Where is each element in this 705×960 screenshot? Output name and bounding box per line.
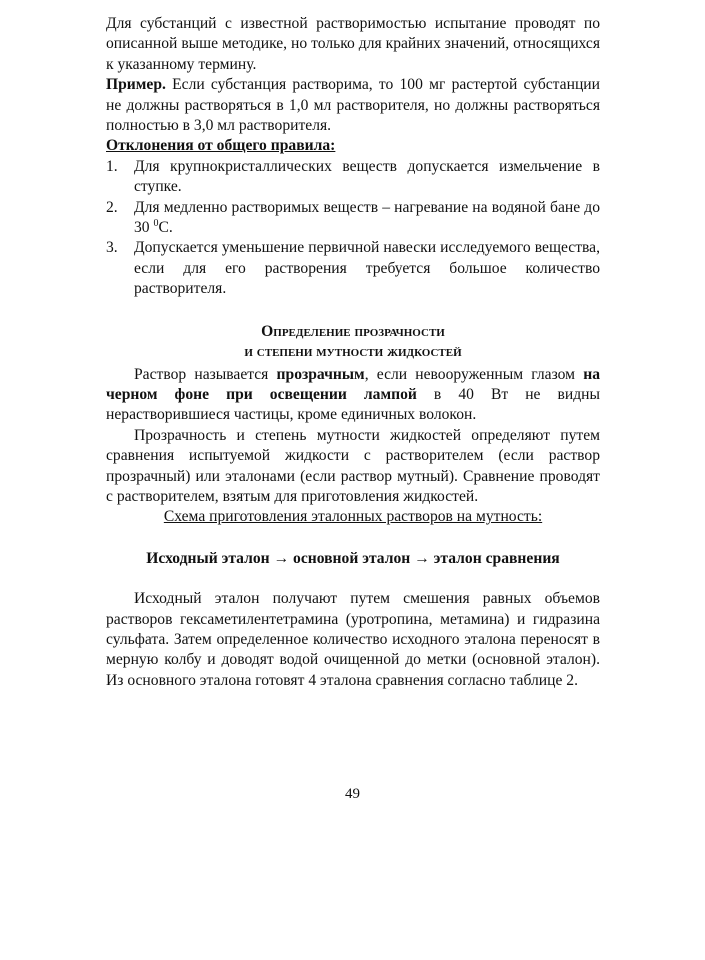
text-run: , если невооруженным глазом (364, 365, 584, 383)
intro-paragraph: Для субстанций с известной растворимостью испытание проводят по описанной выше методике, но только для крайних значений, относящихся к указанному термину. (106, 15, 600, 73)
section-title (106, 322, 600, 363)
list-item (106, 198, 600, 239)
example-label: Пример. (106, 76, 166, 94)
term-transparent: прозрачным (276, 365, 365, 383)
list-item-number: 1. (106, 157, 118, 175)
list-item (106, 238, 600, 299)
scheme-caption: Схема приготовления эталонных растворов на мутность: (163, 508, 543, 526)
list-item-text: Для медленно растворимых веществ – нагревание на водяной бане до 30 (134, 198, 600, 237)
list-item-text: Допускается уменьшение первичной навески исследуемого вещества, если для его растворения требуется большое количество растворителя. (134, 239, 600, 298)
list-item-text-end: С. (158, 219, 173, 237)
standard-preparation-paragraph: Исходный эталон получают путем смешения равных объемов растворов гексаметилентетрамина (уротропина, метамина) и гидразина сульфата. Затем определенное количество исходного эталона переносят в мерную колбу и доводят водой очищенной до метки (основной эталон). Из основного эталона готовят 4 эталона сравнения согласно таблице 2. (106, 590, 600, 689)
scheme-flow: Исходный эталон → основной эталон → эталон сравнения (146, 549, 560, 567)
condition-black-background: на черном фоне при освещении лампой (106, 365, 600, 403)
example-text: Если субстанция растворима, то 100 мг растертой субстанции не должны растворяться в 1,0 мл растворителя, но должны растворяться полностью в 3,0 мл растворителя. (106, 76, 600, 135)
transparency-definition (106, 365, 600, 426)
degree-superscript: 0 (153, 218, 159, 230)
page-content (106, 14, 600, 691)
deviations-heading: Отклонения от общего правила: (106, 137, 336, 155)
example-paragraph (106, 75, 600, 136)
list-item-number: 2. (106, 198, 118, 216)
list-item-text: Для крупнокристаллических веществ допускается измельчение в ступке. (134, 157, 600, 196)
section-title-line-2: и степени мутности жидкостей (244, 343, 462, 361)
page-number: 49 (345, 786, 360, 802)
text-run: в 40 Вт не видны нерастворившиеся частицы, кроме единичных волокон. (106, 385, 600, 424)
comparison-paragraph: Прозрачность и степень мутности жидкостей определяют путем сравнения испытуемой жидкости с растворителем (если раствор прозрачный) или эталонами (если раствор мутный). Сравнение проводят с растворителем, взятым для приготовления жидкостей. (106, 426, 600, 505)
text-run: Раствор называется (134, 365, 277, 383)
deviations-list (106, 157, 600, 300)
section-title-line-1: Определение прозрачности (261, 322, 445, 340)
list-item (106, 157, 600, 198)
list-item-number: 3. (106, 239, 118, 257)
